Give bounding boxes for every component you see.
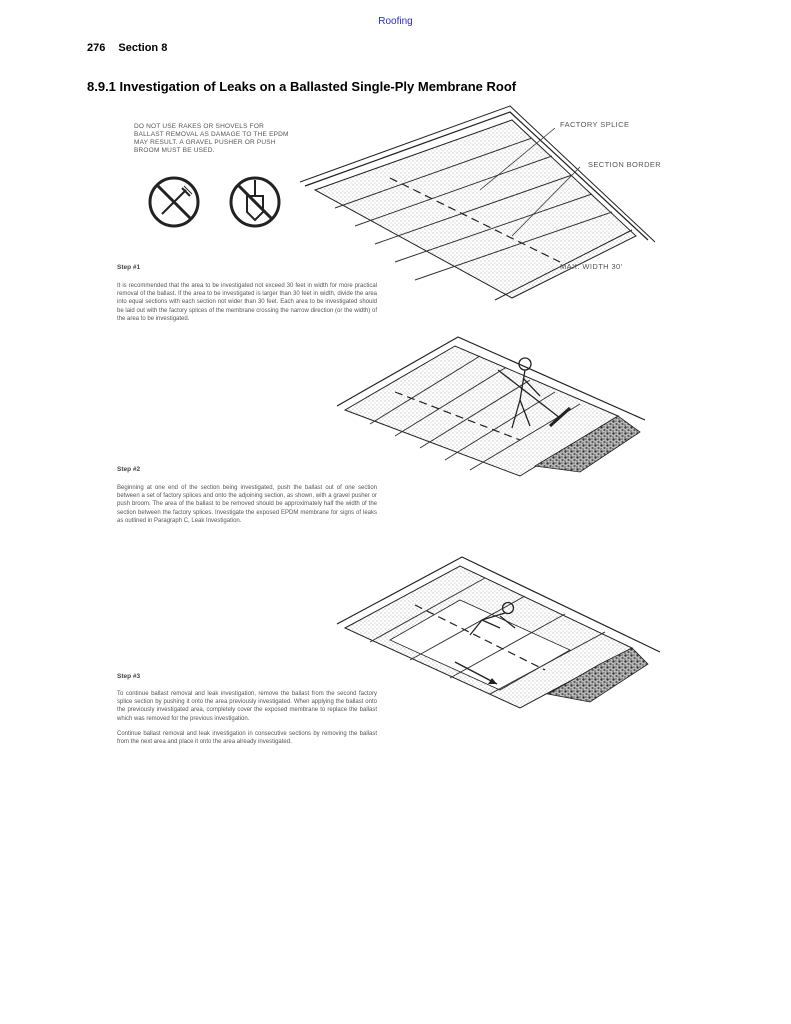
step-3-text — [117, 690, 377, 753]
step-2-paragraph: Beginning at one end of the section being investigated, push the ballast out of one section between a set of factory splices and onto the adjoining section, as shown, with a gravel pusher or push broom. The area of the ballast to be removed should be approximately half the width of the section between the factory splices. Investigate the exposed EPDM membrane for signs of leaks as outlined in Paragraph C, Leak Investigation. — [117, 485, 377, 524]
warning-note: DO NOT USE RAKES OR SHOVELS FOR BALLAST REMOVAL AS DAMAGE TO THE EPDM MAY RESULT. A GRAVEL PUSHER OR PUSH BROOM MUST BE USED. — [134, 123, 289, 154]
no-rake-icon — [150, 178, 198, 226]
step-3-paragraph-2: Continue ballast removal and leak investigation in consecutive sections by removing the ballast from the next area and place it onto the area already investigated. — [117, 730, 377, 746]
page-number: 276 — [87, 42, 106, 54]
step-2-label: Step #2 — [117, 466, 141, 473]
header-link[interactable]: Roofing — [378, 16, 413, 27]
callout-section-border: SECTION BORDER — [588, 160, 662, 169]
step-3-label: Step #3 — [117, 673, 141, 680]
roof-panel-step-2 — [337, 337, 645, 476]
step-1-label: Step #1 — [117, 264, 141, 271]
callout-factory-splice: FACTORY SPLICE — [560, 120, 630, 129]
step-1-paragraph: It is recommended that the area to be investigated not exceed 30 feet in width for more practical removal of the ballast. If the area to be investigated is larger than 30 feet in width, divide the area into equal sections with each section not wider than 30 feet. Each area to be investigated should be laid out with the factory splices of the membrane crossing the narrow direction (or the width) of the area to be investigated. — [117, 283, 377, 322]
roof-panel-step-3 — [337, 557, 660, 708]
section-label: Section 8 — [118, 42, 168, 54]
no-shovel-icon — [231, 178, 279, 226]
step-2-text — [117, 484, 377, 532]
step-3-paragraph-1: To continue ballast removal and leak investigation, remove the ballast from the second factory splice section by pushing it onto the area previously investigated. When applying the ballast onto the previously investigated area, completely cover the exposed membrane to replace the ballast which was removed for the previous investigation. — [117, 691, 377, 722]
callout-max-width: MAX. WIDTH 30' — [560, 262, 623, 271]
page-title: 8.9.1 Investigation of Leaks on a Ballasted Single-Ply Membrane Roof — [87, 79, 517, 94]
step-1-text — [117, 282, 377, 330]
